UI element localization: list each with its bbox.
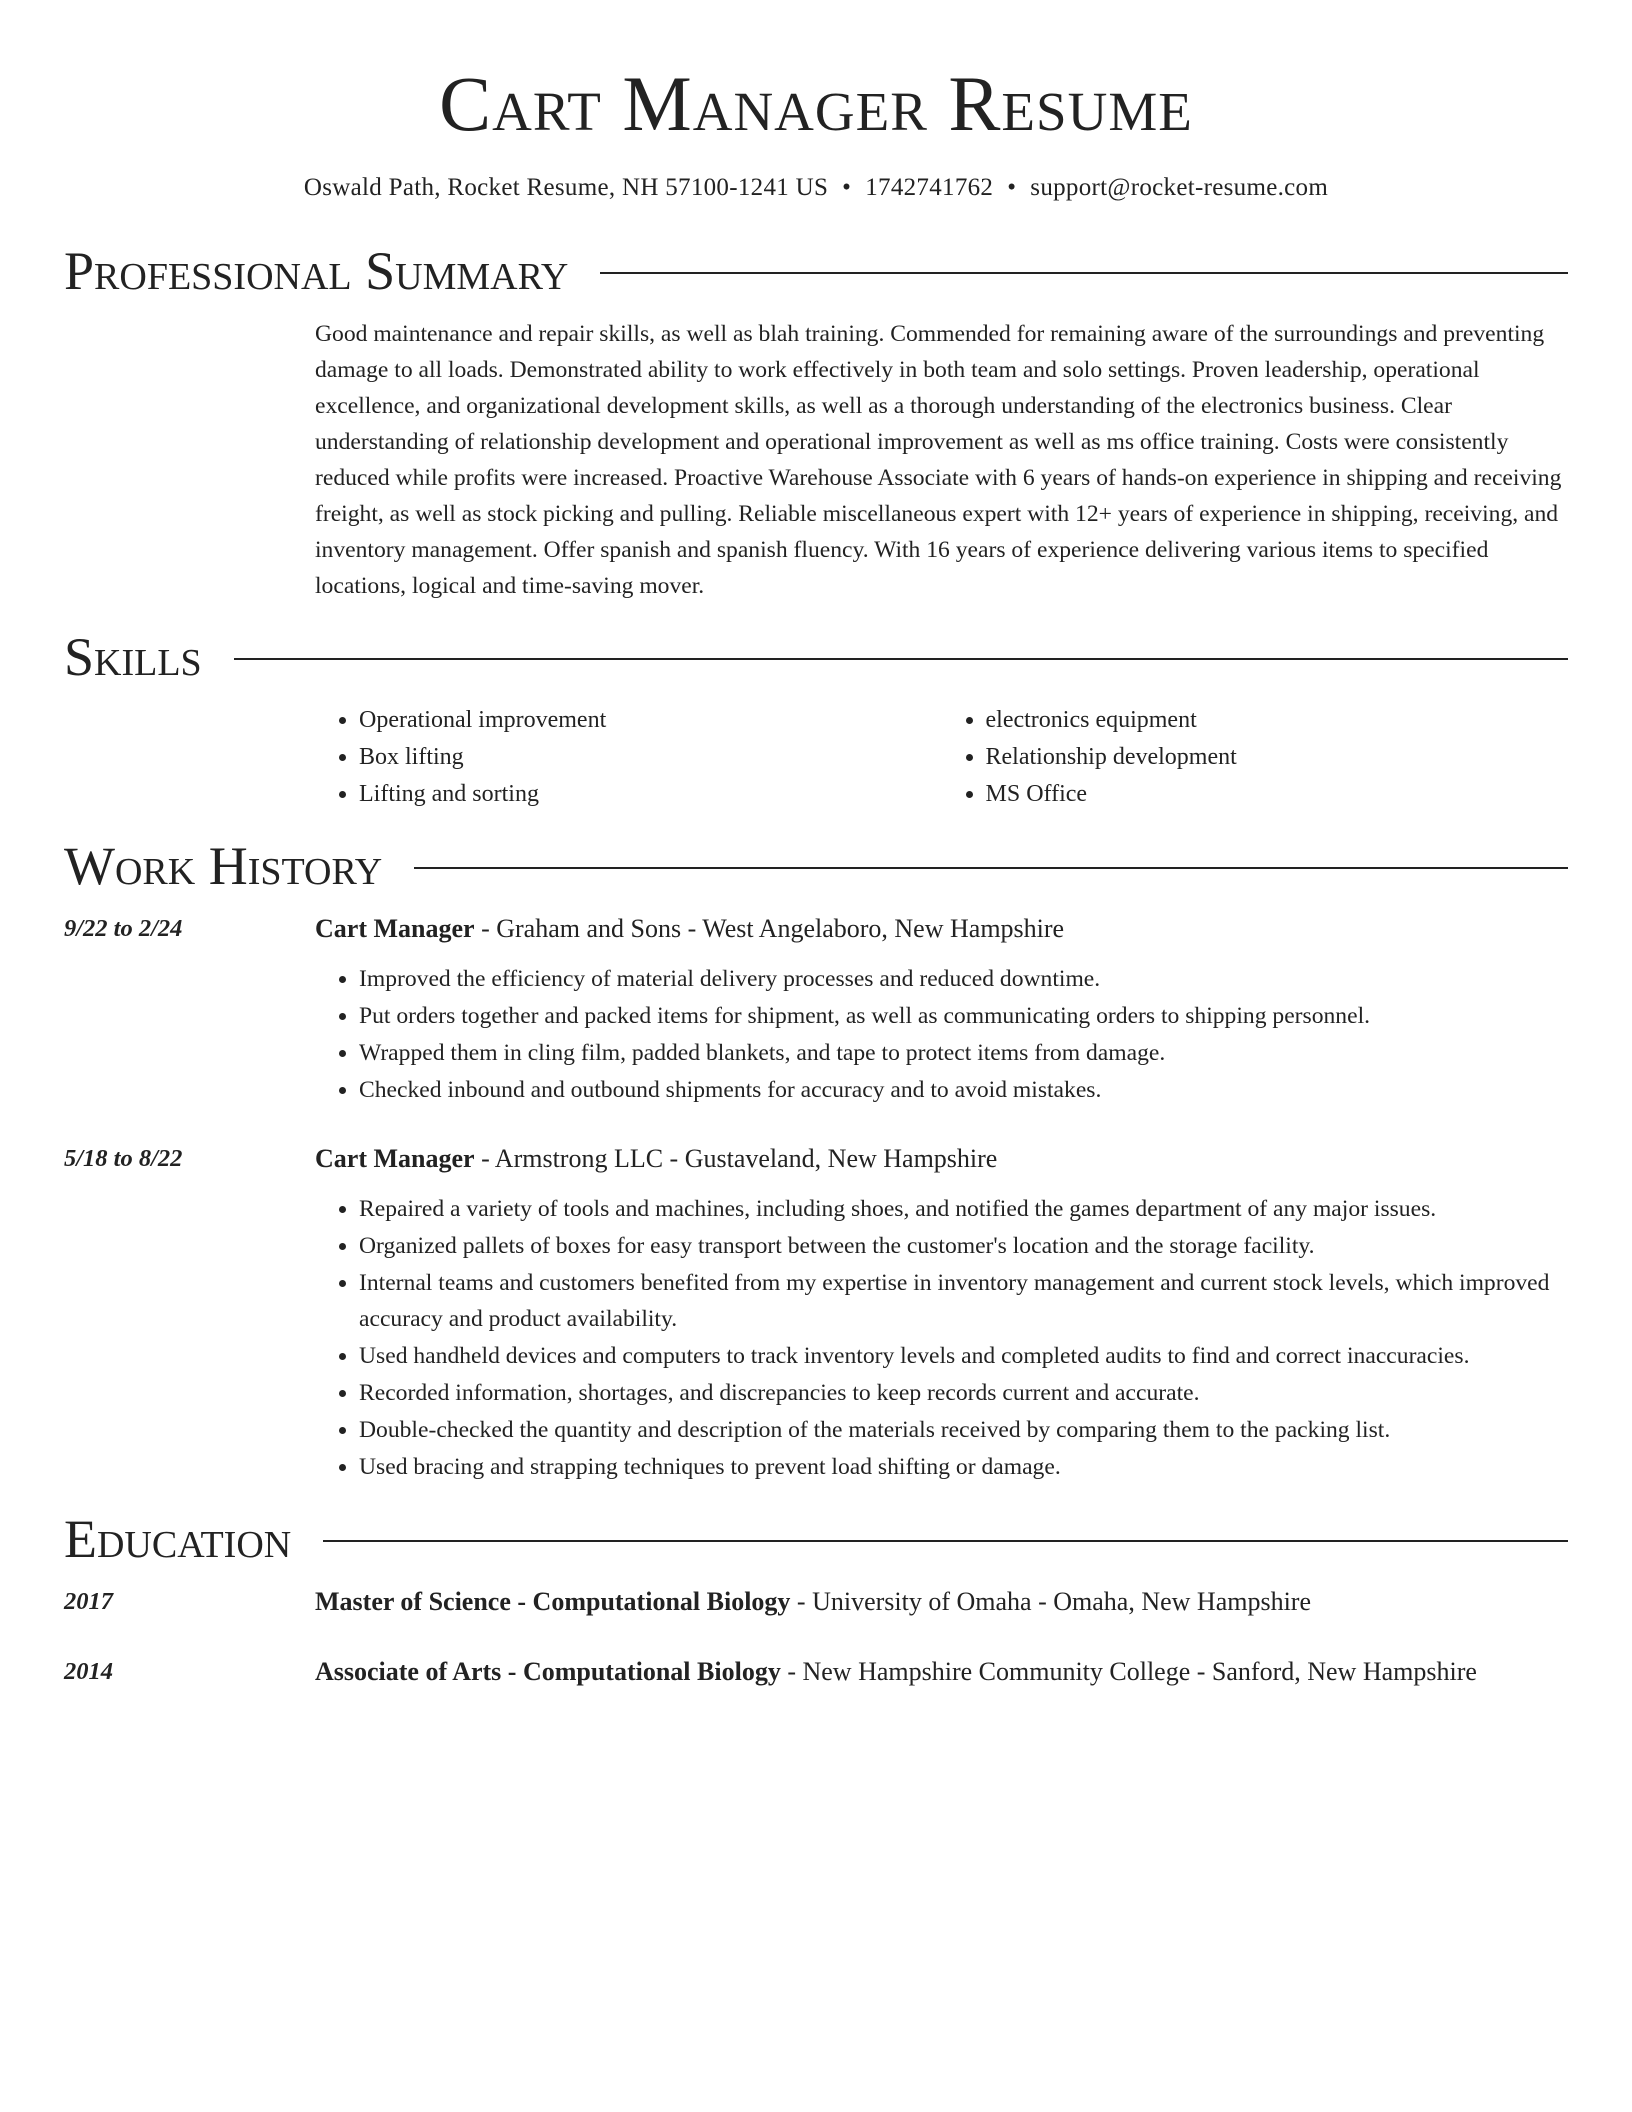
job-bullet: • Improved the efficiency of material delivery processes and reduced downtime. [359, 961, 1568, 997]
job-role: Cart Manager [315, 1144, 475, 1173]
education-entry [64, 1584, 1568, 1620]
skills-list-left [315, 702, 942, 813]
education-school: - New Hampshire Community College - Sanford, New Hampshire [780, 1657, 1477, 1686]
section-heading [64, 240, 1568, 302]
job-bullet: • Repaired a variety of tools and machines, including shoes, and notified the games department of any major issues. [359, 1191, 1568, 1227]
skill-item: • Box lifting [359, 739, 942, 776]
skill-item: • Operational improvement [359, 702, 942, 739]
section-divider [234, 658, 1568, 660]
contact-email: support@rocket-resume.com [1030, 174, 1329, 201]
job-details [315, 911, 1568, 1109]
summary-title: Professional Summary [64, 241, 569, 301]
section-divider [414, 867, 1568, 869]
education-title-line [315, 1584, 1568, 1620]
section-heading [64, 1508, 1568, 1570]
education-section [64, 1508, 1568, 1690]
job-entry [64, 911, 1568, 1109]
job-bullet: • Recorded information, shortages, and discrepancies to keep records current and accurate. [359, 1375, 1568, 1411]
section-divider [323, 1540, 1568, 1542]
job-bullet: • Organized pallets of boxes for easy transport between the customer's location and the storage facility. [359, 1228, 1568, 1264]
job-bullet: • Internal teams and customers benefited from my expertise in inventory management and current stock levels, which improved accuracy and product availability. [359, 1265, 1568, 1337]
skills-section [64, 626, 1568, 813]
job-bullet: • Used handheld devices and computers to track inventory levels and completed audits to find and correct inaccuracies. [359, 1338, 1568, 1374]
section-heading [64, 835, 1568, 897]
section-divider [600, 272, 1568, 274]
education-details [315, 1654, 1568, 1690]
education-school: - University of Omaha - Omaha, New Hampshire [790, 1587, 1311, 1616]
work-history-title: Work History [64, 836, 383, 896]
education-entry [64, 1654, 1568, 1690]
education-details [315, 1584, 1568, 1620]
job-bullets [315, 961, 1568, 1108]
education-degree: Master of Science - Computational Biology [315, 1587, 791, 1616]
skill-item: • Relationship development [986, 739, 1569, 776]
job-title-line [315, 1141, 1568, 1177]
education-degree: Associate of Arts - Computational Biology [315, 1657, 781, 1686]
work-history-section [64, 835, 1568, 1486]
contact-phone: 1742741762 [865, 174, 994, 201]
contact-address: Oswald Path, Rocket Resume, NH 57100-1241 US [303, 174, 829, 201]
skill-item: • electronics equipment [986, 702, 1569, 739]
job-employer: - Graham and Sons - West Angelaboro, New Hampshire [474, 914, 1065, 943]
skill-item: • MS Office [986, 776, 1569, 813]
contact-separator: • [842, 174, 852, 201]
job-bullets [315, 1191, 1568, 1485]
education-title: Education [64, 1509, 292, 1569]
summary-text: Good maintenance and repair skills, as well as blah training. Commended for remaining aware of the surroundings and preventing damage to all loads. Demonstrated ability to work effectively in both team and solo settings. Proven leadership, operational excellence, and organizational development skills, as well as a thorough understanding of the electronics business. Clear understanding of relationship development and operational improvement as well as ms office training. Costs were consistently reduced while profits were increased. Proactive Warehouse Associate with 6 years of hands-on experience in shipping and receiving freight, as well as stock picking and pulling. Reliable miscellaneous expert with 12+ years of experience in shipping, receiving, and inventory management. Offer spanish and spanish fluency. With 16 years of experience delivering various items to specified locations, logical and time-saving mover. [315, 321, 1562, 599]
job-dates: 9/22 to 2/24 [64, 915, 183, 942]
education-title-line [315, 1654, 1568, 1690]
contact-line [64, 172, 1568, 204]
skills-columns [315, 702, 1568, 813]
job-bullet: • Put orders together and packed items for shipment, as well as communicating orders to shipping personnel. [359, 998, 1568, 1034]
job-details [315, 1141, 1568, 1486]
education-year: 2017 [64, 1588, 113, 1615]
job-bullet: • Checked inbound and outbound shipments for accuracy and to avoid mistakes. [359, 1072, 1568, 1108]
job-title-line [315, 911, 1568, 947]
job-role: Cart Manager [315, 914, 475, 943]
skill-item: • Lifting and sorting [359, 776, 942, 813]
job-bullet: • Used bracing and strapping techniques to prevent load shifting or damage. [359, 1449, 1568, 1485]
contact-separator: • [1007, 174, 1017, 201]
summary-section [64, 240, 1568, 604]
skills-list-right [942, 702, 1569, 813]
job-entry [64, 1141, 1568, 1486]
skills-title: Skills [64, 627, 202, 687]
resume-header [64, 0, 1568, 204]
job-bullet: • Wrapped them in cling film, padded blankets, and tape to protect items from damage. [359, 1035, 1568, 1071]
job-employer: - Armstrong LLC - Gustaveland, New Hampshire [474, 1144, 998, 1173]
job-dates: 5/18 to 8/22 [64, 1145, 183, 1172]
section-heading [64, 626, 1568, 688]
education-year: 2014 [64, 1658, 113, 1685]
resume-title: Cart Manager Resume [439, 60, 1193, 147]
job-bullet: • Double-checked the quantity and description of the materials received by comparing them to the packing list. [359, 1412, 1568, 1448]
